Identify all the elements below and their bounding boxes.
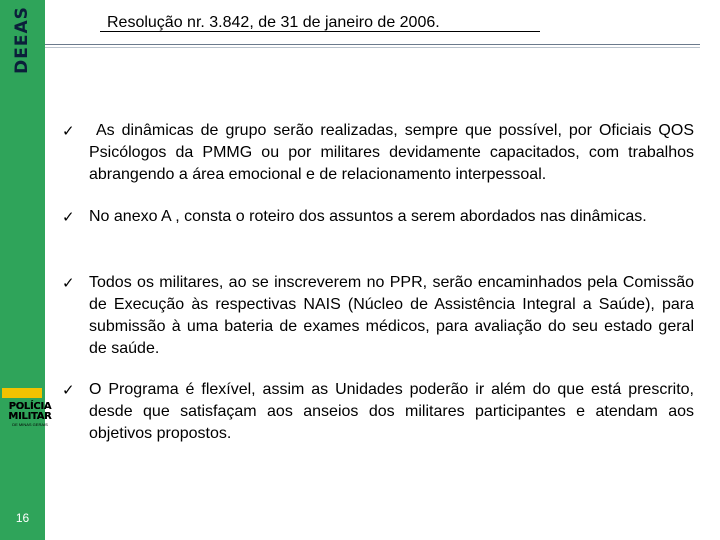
logo-line-3: DE MINAS GERAIS [12,421,48,427]
logo-line-2: MILITAR [8,410,52,422]
side-band [0,0,45,540]
title-underline [100,31,540,32]
bullet-text: No anexo A , consta o roteiro dos assuntos a serem abordados nas dinâmicas. [89,208,647,225]
list-item [62,206,694,228]
check-icon: ✓ [62,122,75,140]
logo-accent [2,388,42,398]
side-label: DEEAS [12,6,32,74]
check-icon: ✓ [62,381,75,399]
list-item [62,272,694,360]
top-rule [45,44,700,45]
check-icon: ✓ [62,274,75,292]
title-bar [45,10,705,40]
bullet-text: Todos os militares, ao se inscreverem no PPR, serão encaminhados pela Comissão de Execução às respectivas NAIS (Núcleo de Assistência Integral a Saúde), para submissão à uma bateria de exames médicos, para avaliação do seu estado geral de saúde. [89,274,694,357]
top-rule-secondary [45,47,700,48]
page-title: Resolução nr. 3.842, de 31 de janeiro de 2006. [107,14,440,31]
bullet-text: As dinâmicas de grupo serão realizadas, sempre que possível, por Oficiais QOS Psicólogos da PMMG ou por militares devidamente capacitados, com trabalhos abrangendo a área emocional e de relacionamento interpessoal. [89,122,694,183]
list-item [62,379,694,445]
pmmg-logo [0,400,60,428]
page-number: 16 [15,511,30,525]
list-item [62,120,694,186]
check-icon: ✓ [62,208,75,226]
bullet-text: O Programa é flexível, assim as Unidades poderão ir além do que está prescrito, desde que satisfaçam aos anseios dos militares participantes e atendam aos objetivos propostos. [89,381,694,442]
logo-line-1: POLÍCIA [8,400,52,412]
